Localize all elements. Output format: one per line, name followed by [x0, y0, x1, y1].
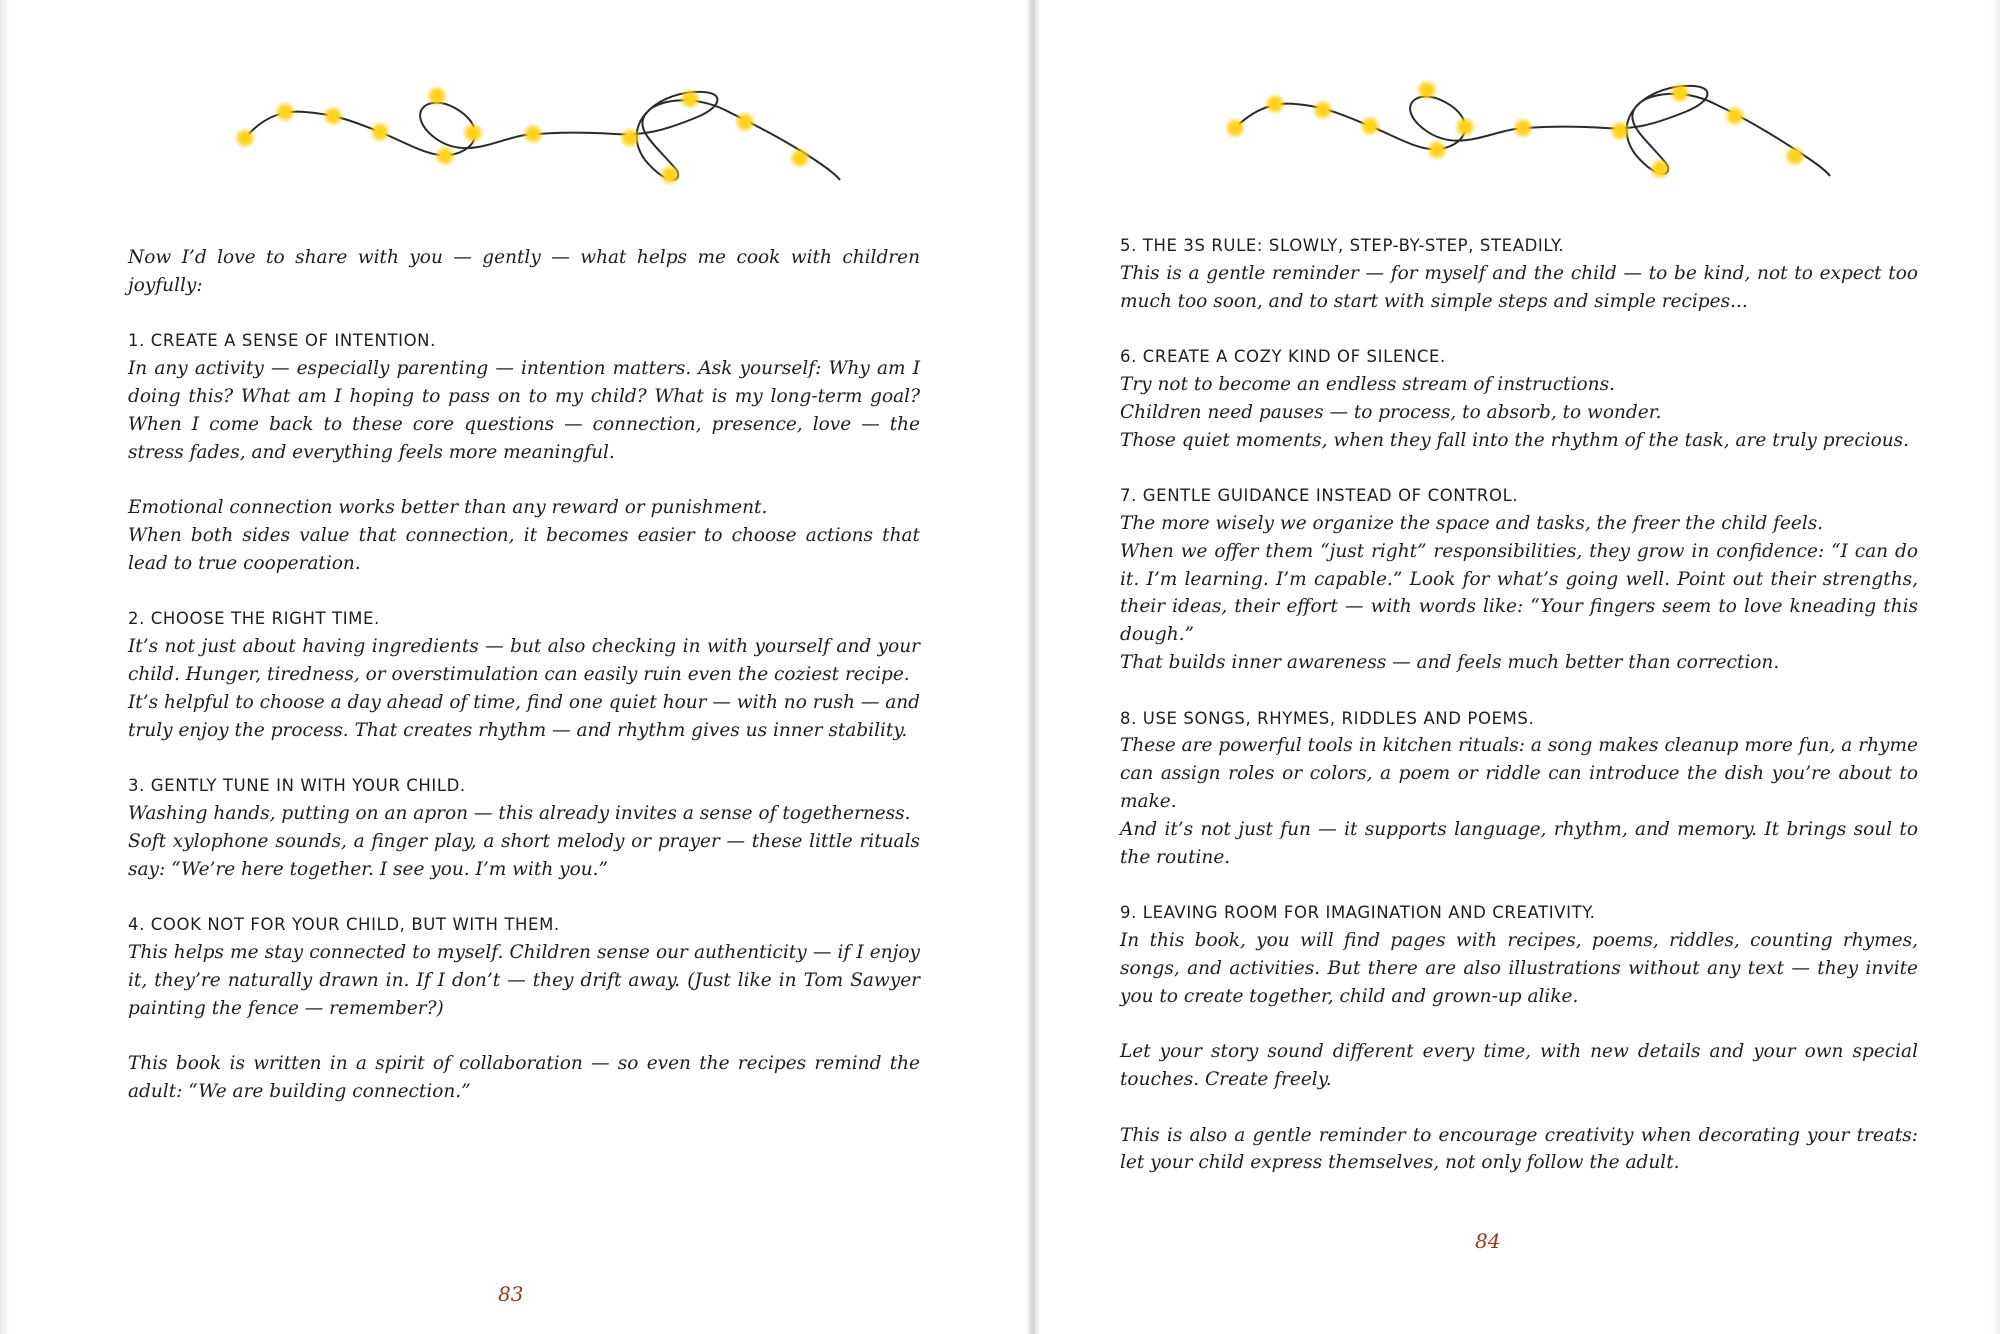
section-heading: 9. LEAVING ROOM FOR IMAGINATION AND CREATIVITY.	[1120, 903, 1596, 923]
paragraph: It’s not just about having ingredients — but also checking in with yourself and your child. Hunger, tiredness, or overstimulation can easily ruin even the coziest recipe.	[128, 636, 920, 685]
paragraph: And it’s not just fun — it supports language, rhythm, and memory. It brings soul to the routine.	[1120, 818, 1918, 868]
paragraph: When we offer them “just right” responsibilities, they grow in confidence: “I can do it. I’m learning. I’m capable.” Look for what’s going well. Point out their strengths, their ideas, their effort — with words like: “Your fingers seem to love kneading this dough.”	[1120, 540, 1918, 646]
right-page-edge	[1990, 0, 2000, 1334]
page-number: 84	[1475, 1229, 1501, 1253]
closing-paragraph: Let your story sound different every time, with new details and your own special touches. Create freely.	[1120, 1041, 1918, 1090]
bulb-icon	[234, 85, 811, 186]
paragraph: When both sides value that connection, it becomes easier to choose actions that lead to true cooperation.	[128, 524, 920, 574]
left-page-body	[128, 244, 920, 1106]
section-heading: 5. THE 3S RULE: SLOWLY, STEP-BY-STEP, STEADILY.	[1120, 236, 1565, 255]
paragraph: Children need pauses — to process, to absorb, to wonder.	[1120, 401, 1662, 423]
section-heading: 1. CREATE A SENSE OF INTENTION.	[128, 331, 436, 351]
fairy-lights-garland-icon	[225, 70, 845, 200]
right-page-body	[1120, 232, 1918, 1177]
paragraph: These are powerful tools in kitchen rituals: a song makes cleanup more fun, a rhyme can assign roles or colors, a poem or riddle can introduce the dish you’re about to make.	[1120, 735, 1918, 812]
paragraph: This is a gentle reminder — for myself and the child — to be kind, not to expect too much too soon, and to start with simple steps and simple recipes...	[1120, 262, 1918, 312]
paragraph: Try not to become an endless stream of instructions.	[1120, 373, 1615, 395]
paragraph: In any activity — especially parenting — intention matters. Ask yourself: Why am I doing this? What am I hoping to pass on to my child? What is my long-term goal? When I come back to these core questions — connection, presence, love — the stress fades, and everything feels more meaningful.	[128, 358, 920, 463]
left-page	[10, 0, 1030, 1334]
section-heading: 3. GENTLY TUNE IN WITH YOUR CHILD.	[128, 776, 466, 796]
intro-paragraph: Now I’d love to share with you — gently — what helps me cook with children joyfully:	[128, 247, 920, 296]
paragraph: The more wisely we organize the space and tasks, the freer the child feels.	[1120, 512, 1824, 534]
section-heading: 8. USE SONGS, RHYMES, RIDDLES AND POEMS.	[1120, 708, 1535, 728]
page-number: 83	[498, 1282, 524, 1306]
right-page	[1040, 0, 2000, 1334]
closing-paragraph: This is also a gentle reminder to encourage creativity when decorating your treats: let your child express themselves, not only follow the adult.	[1120, 1124, 1918, 1174]
section-heading: 7. GENTLE GUIDANCE INSTEAD OF CONTROL.	[1120, 486, 1519, 506]
paragraph: It’s helpful to choose a day ahead of time, find one quiet hour — with no rush — and truly enjoy the process. That creates rhythm — and rhythm gives us inner stability.	[128, 691, 920, 741]
paragraph: Emotional connection works better than any reward or punishment.	[128, 497, 768, 519]
left-page-edge	[0, 0, 10, 1334]
paragraph: That builds inner awareness — and feels much better than correction.	[1120, 651, 1780, 673]
fairy-lights-garland-icon	[1215, 66, 1835, 196]
paragraph: This helps me stay connected to myself. Children sense our authenticity — if I enjoy it, they’re naturally drawn in. If I don’t — they drift away. (Just like in Tom Sawyer painting the fence — remember?)	[128, 941, 920, 1019]
book-gutter	[1026, 0, 1040, 1334]
section-heading: 2. CHOOSE THE RIGHT TIME.	[128, 609, 380, 629]
section-heading: 6. CREATE A COZY KIND OF SILENCE.	[1120, 347, 1446, 367]
paragraph: Those quiet moments, when they fall into the rhythm of the task, are truly precious.	[1120, 429, 1910, 451]
paragraph: Washing hands, putting on an apron — this already invites a sense of togetherness.	[128, 802, 911, 824]
paragraph: Soft xylophone sounds, a finger play, a short melody or prayer — these little rituals say: “We’re here together. I see you. I’m with you.”	[128, 830, 920, 880]
paragraph: In this book, you will find pages with recipes, poems, riddles, counting rhymes, songs, and activities. But there are also illustrations without any text — they invite you to create together, child and grown-up alike.	[1120, 929, 1918, 1007]
bulb-icon	[1224, 79, 1806, 180]
section-heading: 4. COOK NOT FOR YOUR CHILD, BUT WITH THEM.	[128, 915, 560, 935]
closing-paragraph: This book is written in a spirit of collaboration — so even the recipes remind the adult: “We are building connection.”	[128, 1053, 920, 1102]
